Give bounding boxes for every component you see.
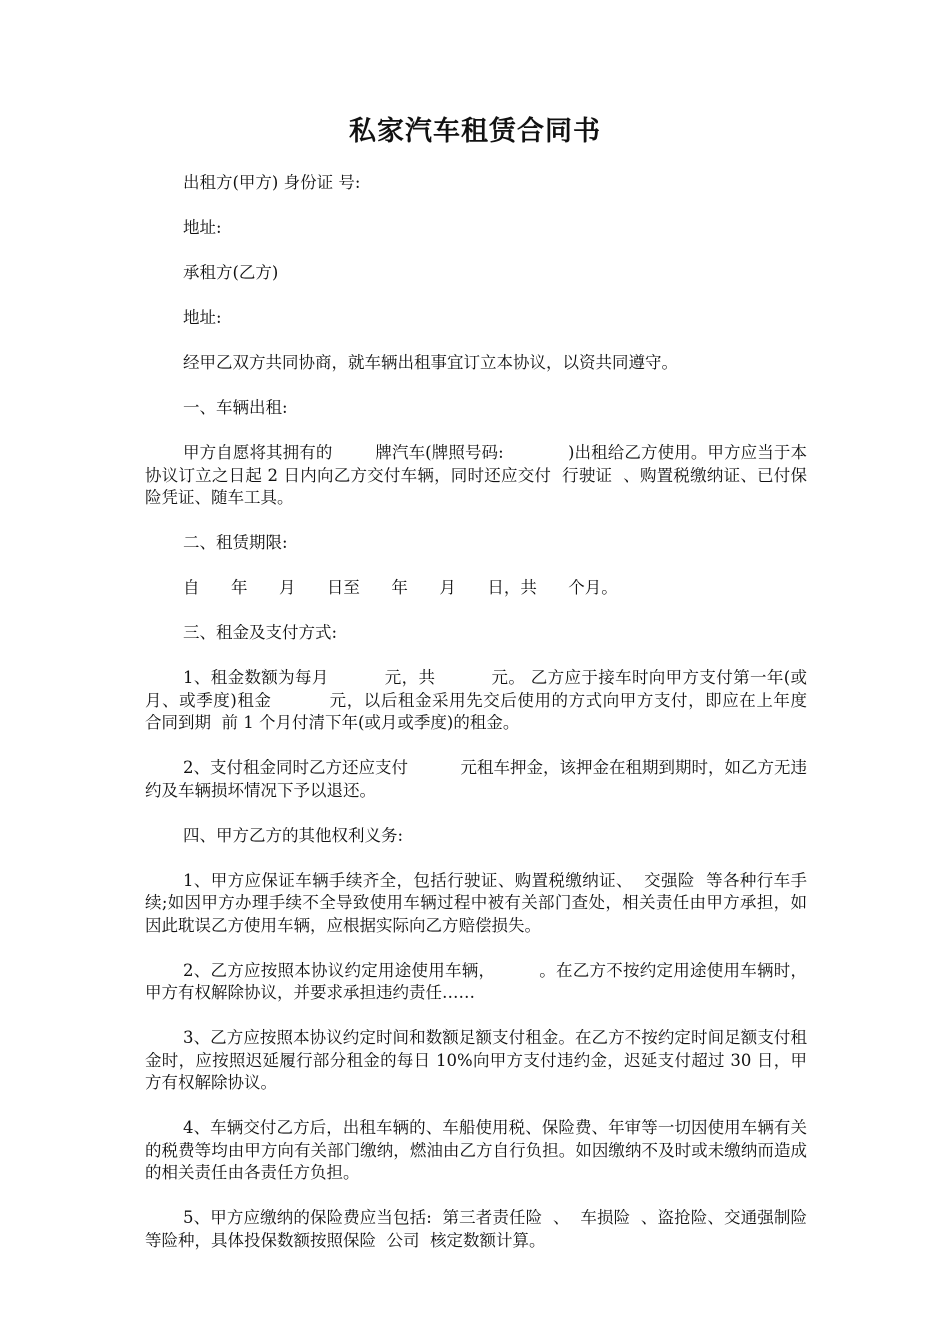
section-heading-3: 三、租金及支付方式: bbox=[183, 623, 338, 642]
clause-deposit: 2、支付租金同时乙方还应支付 元租车押金，该押金在租期到期时，如乙方无违约及车辆损坏情况下予以退还。 bbox=[145, 758, 807, 800]
clause-vehicle-rental: 甲方自愿将其拥有的 牌汽车(牌照号码: )出租给乙方使用。甲方应当于本协议订立之日起 2 日内向乙方交付车辆，同时还应交付 行驶证 、购置税缴纳证、已付保险凭证、随车工具。 bbox=[145, 443, 807, 507]
lessee-line: 承租方(乙方) bbox=[183, 263, 279, 282]
lessor-id-line: 出租方(甲方) 身份证 号: bbox=[183, 173, 361, 192]
lessee-address-line: 地址: bbox=[183, 308, 222, 327]
document-body bbox=[145, 172, 818, 1275]
section-heading-2: 二、租赁期限: bbox=[183, 533, 288, 552]
clause-insurance: 5、甲方应缴纳的保险费应当包括: 第三者责任险 、 车损险 、盗抢险、交通强制险等险种，具体投保数额按照保险 公司 核定数额计算。 bbox=[145, 1208, 807, 1250]
clause-rent-payment: 3、乙方应按照本协议约定时间和数额足额支付租金。在乙方不按约定时间足额支付租金时，应按照迟延履行部分租金的每日 10%向甲方支付违约金，迟延支付超过 30 日，甲方有权解除协议。 bbox=[145, 1028, 807, 1092]
section-heading-4: 四、甲方乙方的其他权利义务: bbox=[183, 825, 404, 845]
clause-lease-term: 自 年 月 日至 年 月 日，共 个月。 bbox=[183, 578, 618, 597]
clause-lessor-documents: 1、甲方应保证车辆手续齐全，包括行驶证、购置税缴纳证、 交强险 等各种行车手续;如因甲方办理手续不全导致使用车辆过程中被有关部门查处，相关责任由甲方承担，如因此耽误乙方使用车辆，应根据实际向乙方赔偿损失。 bbox=[145, 870, 807, 935]
section-heading-1: 一、车辆出租: bbox=[183, 398, 288, 417]
preamble-paragraph: 经甲乙双方共同协商，就车辆出租事宜订立本协议，以资共同遵守。 bbox=[183, 353, 678, 372]
clause-usage-purpose: 2、乙方应按照本协议约定用途使用车辆， 。在乙方不按约定用途使用车辆时，甲方有权解除协议，并要求承担违约责任…… bbox=[145, 960, 807, 1002]
clause-rent-amount: 1、租金数额为每月 元，共 元。 乙方应于接车时向甲方支付第一年(或月、或季度)租金 元，以后租金采用先交后使用的方式向甲方支付，即应在上年度 合同到期 前 1 个月付清下年(或月或季度)的租金。 bbox=[145, 668, 818, 732]
document-title: 私家汽车租赁合同书 bbox=[349, 116, 601, 147]
clause-taxes-fees: 4、车辆交付乙方后，出租车辆的、车船使用税、保险费、年审等一切因使用车辆有关的税费等均由甲方向有关部门缴纳，燃油由乙方自行负担。如因缴纳不及时或未缴纳而造成的相关责任由各责任方负担。 bbox=[145, 1118, 807, 1182]
lessor-address-line: 地址: bbox=[183, 218, 222, 237]
